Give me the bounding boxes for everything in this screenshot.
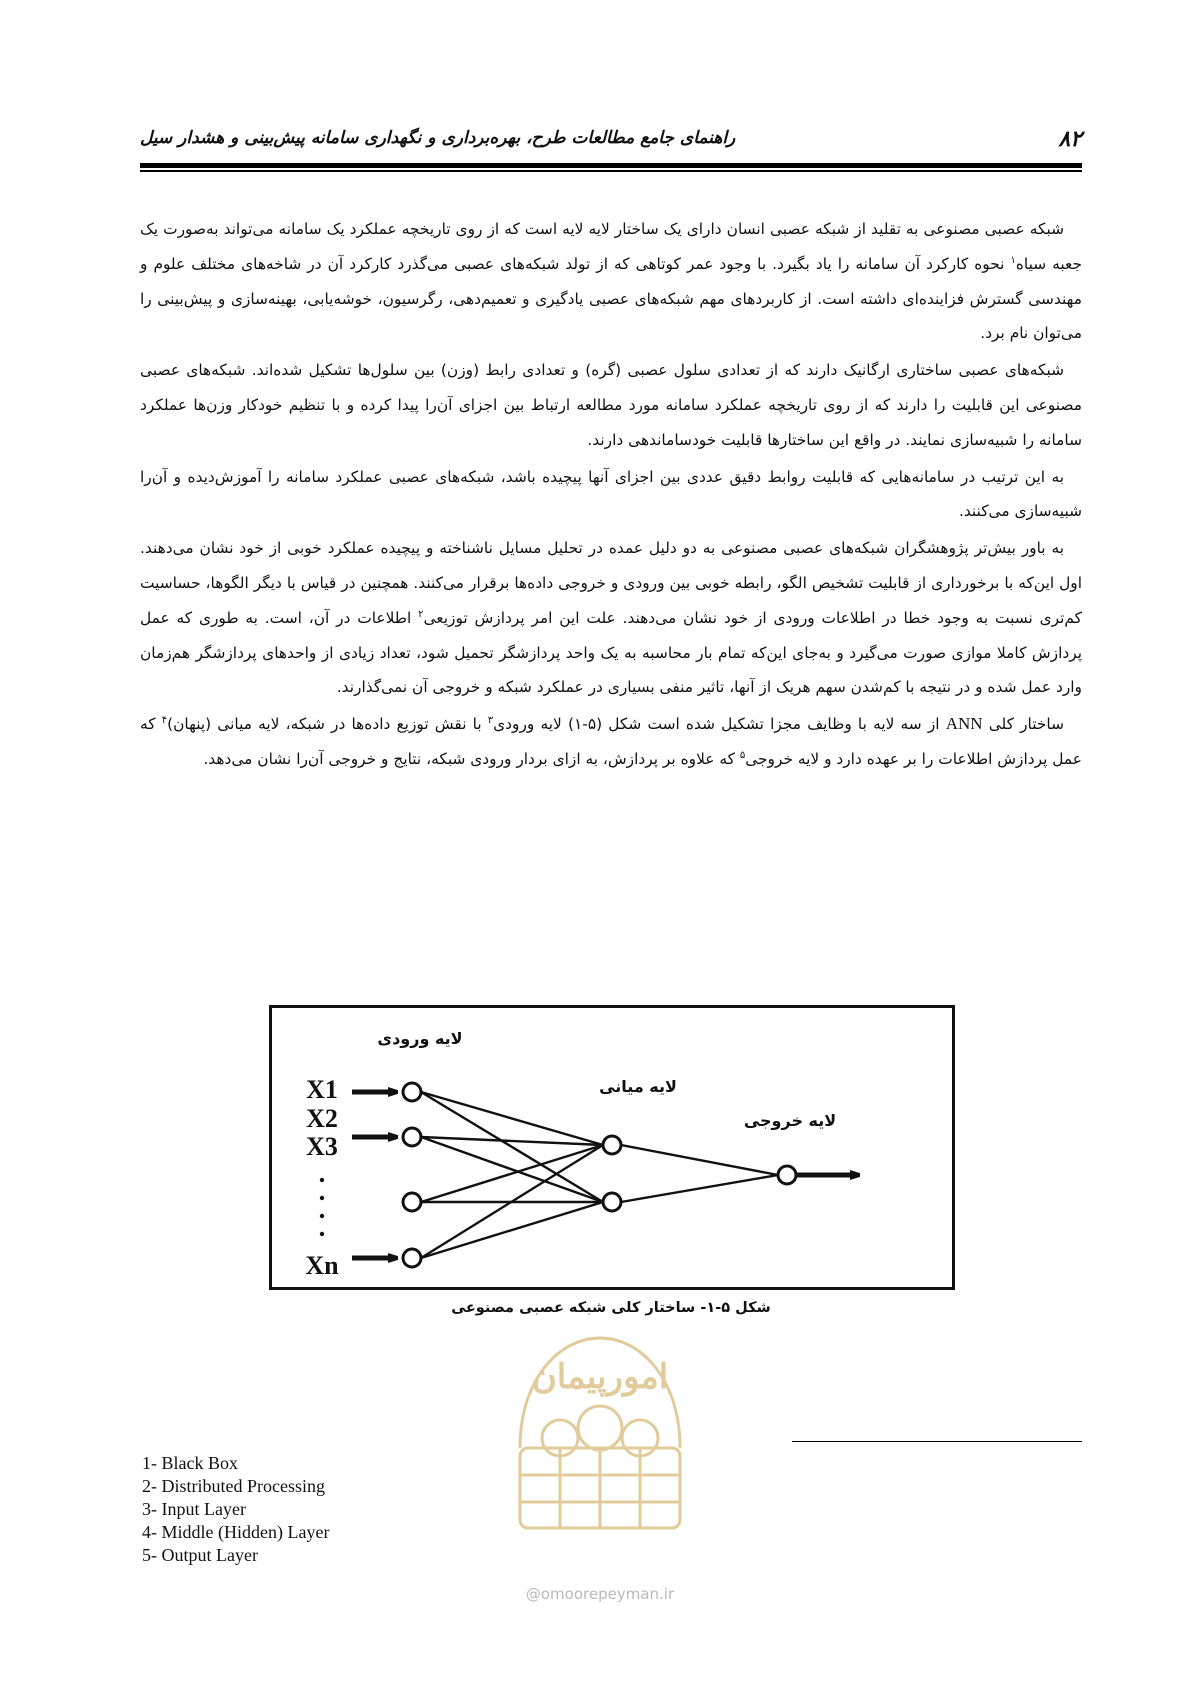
- input-node-n: [403, 1249, 421, 1267]
- paragraph-3: به این ترتیب در سامانه‌هایی که قابلیت روابط دقیق عددی بین اجزای آنها پیچیده باشد، شبکه‌های عصبی عملکرد سامانه را آموزش‌دیده و آن‌را شبیه‌سازی می‌کنند.: [140, 467, 1082, 521]
- ann-diagram: [269, 1005, 955, 1290]
- input-node-1: [403, 1083, 421, 1101]
- paragraph-5: ساختار کلی ANN از سه لایه با وظایف مجزا تشکیل شده است شکل (۵-۱) لایه ورودی$^۳$ با نقش توزیع داده‌ها در شبکه، لایه میانی (پنهان)$^۴$ که عمل پردازش اطلاعات را بر عهده دارد و لایه خروجی$^۵$ که علاوه بر پردازش، به ازای بردار ورودی شبکه، نتایج و خروجی آن‌را نشان می‌دهد.: [140, 714, 1082, 768]
- footnote-ref-1[interactable]: ۱: [1010, 254, 1016, 266]
- input-xn-label: Xn: [305, 1251, 339, 1280]
- hidden-node-2: [603, 1193, 621, 1211]
- hidden-node-1: [603, 1136, 621, 1154]
- output-node: [778, 1166, 796, 1184]
- footnote-ref-4[interactable]: ۴: [161, 715, 168, 727]
- connections: [421, 1092, 778, 1258]
- watermark-url: @omoorepeyman.ir: [525, 1585, 675, 1603]
- ellipsis-dots: [320, 1178, 324, 1236]
- input-x3-label: X3: [306, 1132, 338, 1161]
- input-arrows: [352, 1092, 388, 1258]
- body-text: [140, 212, 1082, 777]
- input-node-3: [403, 1193, 421, 1211]
- paragraph-2: شبکه‌های عصبی ساختاری ارگانیک دارند که از تعدادی سلول عصبی (گره) و تعدادی رابط (وزن) بین سلول‌ها تشکیل شده‌اند. شبکه‌های عصبی مصنوعی این قابلیت را دارند که از روی تاریخچه عملکرد سامانه مورد مطالعه ارتباط بین اجزای آن‌را پیدا کرده و با تنظیم خودکار وزن‌ها عملکرد سامانه را شبیه‌سازی نمایند. در واقع این ساختارها قابلیت خودساماندهی دارند.: [140, 361, 1082, 449]
- page-header: [140, 126, 1082, 156]
- footnote-2: 2- Distributed Processing: [142, 1476, 325, 1496]
- watermark-logo-svg: [480, 1308, 720, 1578]
- paragraph-1: شبکه عصبی مصنوعی به تقلید از شبکه عصبی انسان دارای یک ساختار لایه لایه است که از روی تاریخچه عملکرد یک سامانه می‌تواند به‌صورت یک جعبه سیاه$^۱$ نحوه کارکرد آن سامانه را یاد بگیرد. با وجود عمر کوتاهی که از تولد شبکه‌های عصبی می‌گذرد کارکرد آن در شاخه‌های مختلف علوم و مهندسی گسترش فزاینده‌ای داشته است. از کاربردهای مهم شبکه‌های عصبی یادگیری و تعمیم‌دهی، رگرسیون، خوشه‌یابی، بهینه‌سازی و پیش‌بینی را می‌توان نام برد.: [140, 220, 1082, 343]
- ann-term: ANN: [945, 714, 983, 734]
- footnote-3: 3- Input Layer: [142, 1499, 246, 1519]
- input-x2-label: X2: [306, 1104, 338, 1133]
- middle-layer-label: لایه میانی: [599, 1077, 677, 1096]
- input-x1-label: X1: [306, 1075, 338, 1104]
- footnote-5: 5- Output Layer: [142, 1545, 258, 1565]
- footnotes: [142, 1452, 329, 1567]
- nodes: [403, 1083, 796, 1267]
- running-title: راهنمای جامع مطالعات طرح، بهره‌برداری و نگهداری سامانه پیش‌بینی و هشدار سیل: [140, 128, 736, 148]
- footnote-divider: [792, 1441, 1082, 1442]
- footnote-ref-3[interactable]: ۳: [487, 715, 494, 727]
- footnote-ref-2[interactable]: ۲: [418, 608, 424, 620]
- page-number: ۸۲: [1058, 126, 1082, 152]
- paragraph-4: به باور بیش‌تر پژوهشگران شبکه‌های عصبی مصنوعی به دو دلیل عمده در تحلیل مسایل ناشناخته و پیچیده عملکرد خوبی از خود نشان می‌دهند. اول این‌که با برخورداری از قابلیت تشخیص الگو، رابطه خوبی بین ورودی و خروجی داده‌ها برقرار می‌کنند. همچنین در قیاس با دیگر الگوها، حساسیت کم‌تری نسبت به وجود خطا در اطلاعات ورودی از خود نشان می‌دهند. علت این امر پردازش توزیعی$^۲$ اطلاعات در آن، است. به طوری که عمل پردازش کاملا موازی صورت می‌گیرد و به‌جای این‌که تمام بار محاسبه به یک واحد پردازشگر تحمیل شود، تعداد زیادی از واحدهای پردازشگر هم‌زمان وارد عمل شده و در نتیجه با کم‌شدن سهم هریک از آنها، تاثیر منفی بسیاری در عملکرد شبکه و خروجی آن نمی‌گذارند.: [140, 539, 1082, 697]
- watermark-logo-text: امورپیمان: [531, 1357, 669, 1397]
- input-layer-label: لایه ورودی: [377, 1029, 463, 1048]
- output-layer-label: لایه خروجی: [743, 1111, 837, 1130]
- header-rule-thin: [140, 170, 1082, 172]
- footnote-4: 4- Middle (Hidden) Layer: [142, 1522, 330, 1542]
- figure-caption: شکل ۵-۱- ساختار کلی شبکه عصبی مصنوعی: [451, 1300, 771, 1316]
- ann-diagram-svg: [272, 1008, 952, 1287]
- footnote-1: 1- Black Box: [142, 1453, 238, 1473]
- watermark-logo: [480, 1308, 720, 1578]
- input-node-2: [403, 1128, 421, 1146]
- footnote-ref-5[interactable]: ۵: [739, 749, 746, 761]
- header-rule-thick: [140, 163, 1082, 168]
